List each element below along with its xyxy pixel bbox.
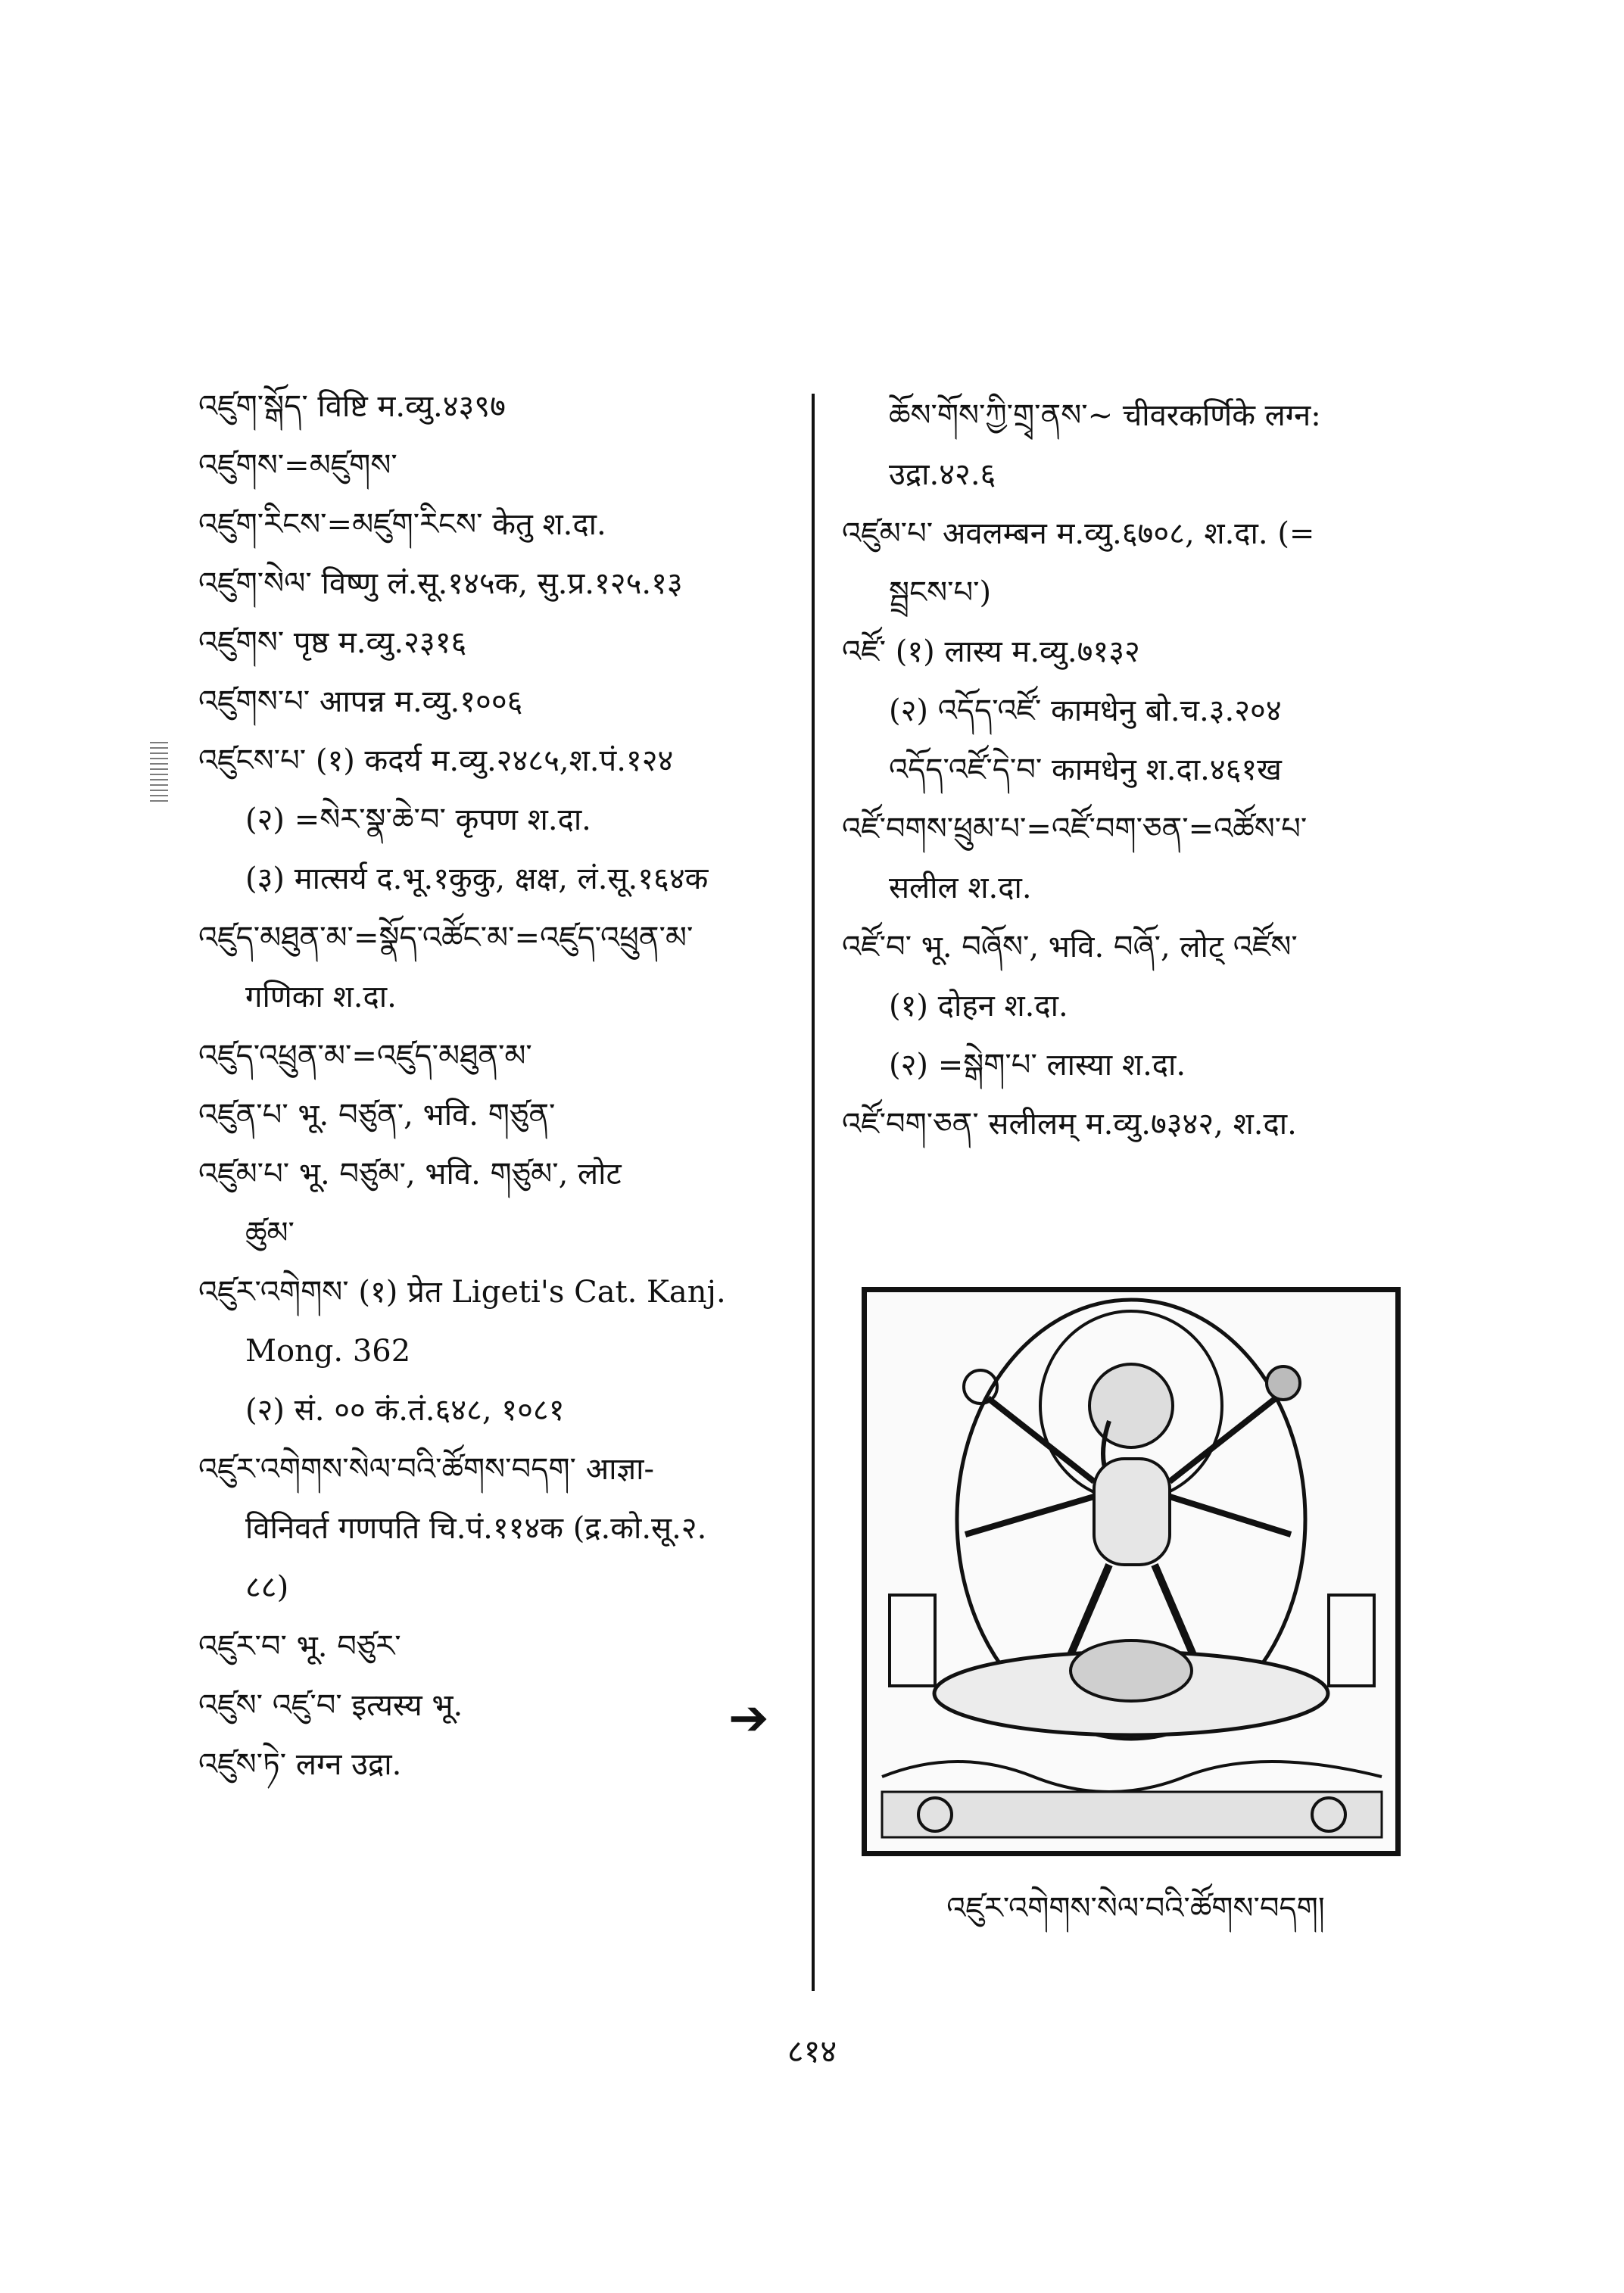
dictionary-entry: འཛོ་བ་ भू. བཞོས་, भवि. བཞོ་, लोट् འཛོས་ — [842, 930, 1298, 964]
margin-marks — [150, 742, 168, 802]
dictionary-entry: འཛོ་ (१) लास्य म.व्यु.७१३२ — [842, 634, 1140, 669]
page-number: ८१४ — [787, 2033, 837, 2070]
dictionary-entry: འཛུམ་པ་ भू. བཙུམ་, भवि. གཙུམ་, लोट — [198, 1157, 622, 1192]
dictionary-entry: (२) =སེར་སྣ་ཆེ་བ་ कृपण श.दा. — [245, 802, 591, 837]
dictionary-entry: འཛུན་པ་ भू. བཙུན་, भवि. གཙུན་ — [198, 1098, 556, 1132]
dictionary-entry: འཛུར་འགེགས་སེལ་བའི་ཚོགས་བདག་ आज्ञा- — [198, 1452, 655, 1487]
deity-illustration — [862, 1287, 1401, 1856]
dictionary-entry: འཛུགས་=མཛུགས་ — [198, 448, 397, 483]
dictionary-entry: འཛུས་ཏེ་ लग्न उद्रा. — [198, 1747, 402, 1782]
column-divider — [812, 394, 815, 1991]
dictionary-entry: འཛུད་མཐུན་མ་=སྣོད་འཚོང་མ་=འཛུད་འཕྲུན་མ་ — [198, 921, 694, 955]
arrow-icon: ➔ — [728, 1690, 769, 1746]
dictionary-entry: (२) འདོད་འཛོ་ कामधेनु बो.च.३.२०४ — [889, 693, 1282, 728]
dictionary-entry: འཛོ་བག་ཅན་ सलीलम् म.व्यु.७३४२, श.दा. — [842, 1107, 1297, 1142]
dictionary-entry: འཛུག་སྒོད་ विष्टि म.व्यु.४३९७ — [198, 389, 506, 424]
dictionary-entry: (२) =སྒེག་པ་ लास्या श.दा. — [889, 1048, 1186, 1083]
dictionary-entry: ཆོས་གོས་ཀྱི་གྲྭ་ནས་~ चीवरकर्णिके लग्न: — [889, 398, 1321, 433]
dictionary-entry: འཛུགས་པ་ आपन्न म.व्यु.१००६ — [198, 684, 523, 719]
dictionary-entry: འཛོ་བགས་ཕྲུམ་པ་=འཛོ་བག་ཅན་=འཚོས་པ་ — [842, 812, 1308, 846]
dictionary-entry: འཛུག་རིངས་=མཛུག་རིངས་ केतु श.दा. — [198, 507, 606, 542]
dictionary-entry: सलील श.दा. — [889, 871, 1032, 905]
dictionary-entry: गणिका श.दा. — [245, 980, 397, 1014]
dictionary-entry: उद्रा.४२.६ — [889, 457, 996, 492]
left-column — [198, 385, 796, 1802]
figure-caption: འཛུར་འགེགས་སེལ་བའི་ཚོགས་བདག། — [946, 1891, 1325, 1926]
dictionary-entry: ཚུམ་ — [245, 1216, 295, 1251]
dictionary-entry: (३) मात्सर्य द.भू.१कुकु, क्षक्ष, लं.सू.१६४क — [245, 861, 709, 896]
dictionary-entry: འཛུག་སེལ་ विष्णु लं.सू.१४५क, सु.प्र.१२५.१३ — [198, 566, 683, 601]
dictionary-entry: འདོད་འཛོ་དེ་བ་ कामधेनु श.दा.४६१ख — [889, 752, 1282, 787]
dictionary-entry: འཛུངས་པ་ (१) कदर्य म.व्यु.२४८५,श.पं.१२४ — [198, 743, 674, 778]
dictionary-entry: འཛུས་ འཛུ་བ་ इत्यस्य भू. — [198, 1688, 463, 1723]
dictionary-entry: སྦྲངས་པ་) — [889, 575, 992, 610]
dictionary-entry: འཛུར་འགེགས་ (१) प्रेत Ligeti's Cat. Kanj. — [198, 1275, 726, 1310]
dictionary-entry: विनिवर्त गणपति चि.पं.११४क (द्र.को.सू.२. — [245, 1511, 707, 1546]
dictionary-entry: འཛུགས་ पृष्ठ म.व्यु.२३१६ — [198, 625, 467, 660]
dictionary-entry: འཛུར་བ་ भू. བཙུར་ — [198, 1629, 401, 1664]
dictionary-entry: (१) दोहन श.दा. — [889, 989, 1068, 1023]
dictionary-entry: འཛུད་འཕྲུན་མ་=འཛུད་མཐུན་མ་ — [198, 1039, 532, 1073]
dictionary-entry: (२) सं. ०० कं.तं.६४८, १०८१ — [245, 1393, 565, 1428]
dictionary-entry: ८८) — [245, 1570, 289, 1605]
ganapati-woodcut — [867, 1292, 1395, 1851]
dictionary-entry: འཛུམ་པ་ अवलम्बन म.व्यु.६७०८, श.दा. (= — [842, 516, 1315, 551]
dictionary-entry: Mong. 362 — [245, 1334, 411, 1369]
right-column — [842, 394, 1448, 1161]
